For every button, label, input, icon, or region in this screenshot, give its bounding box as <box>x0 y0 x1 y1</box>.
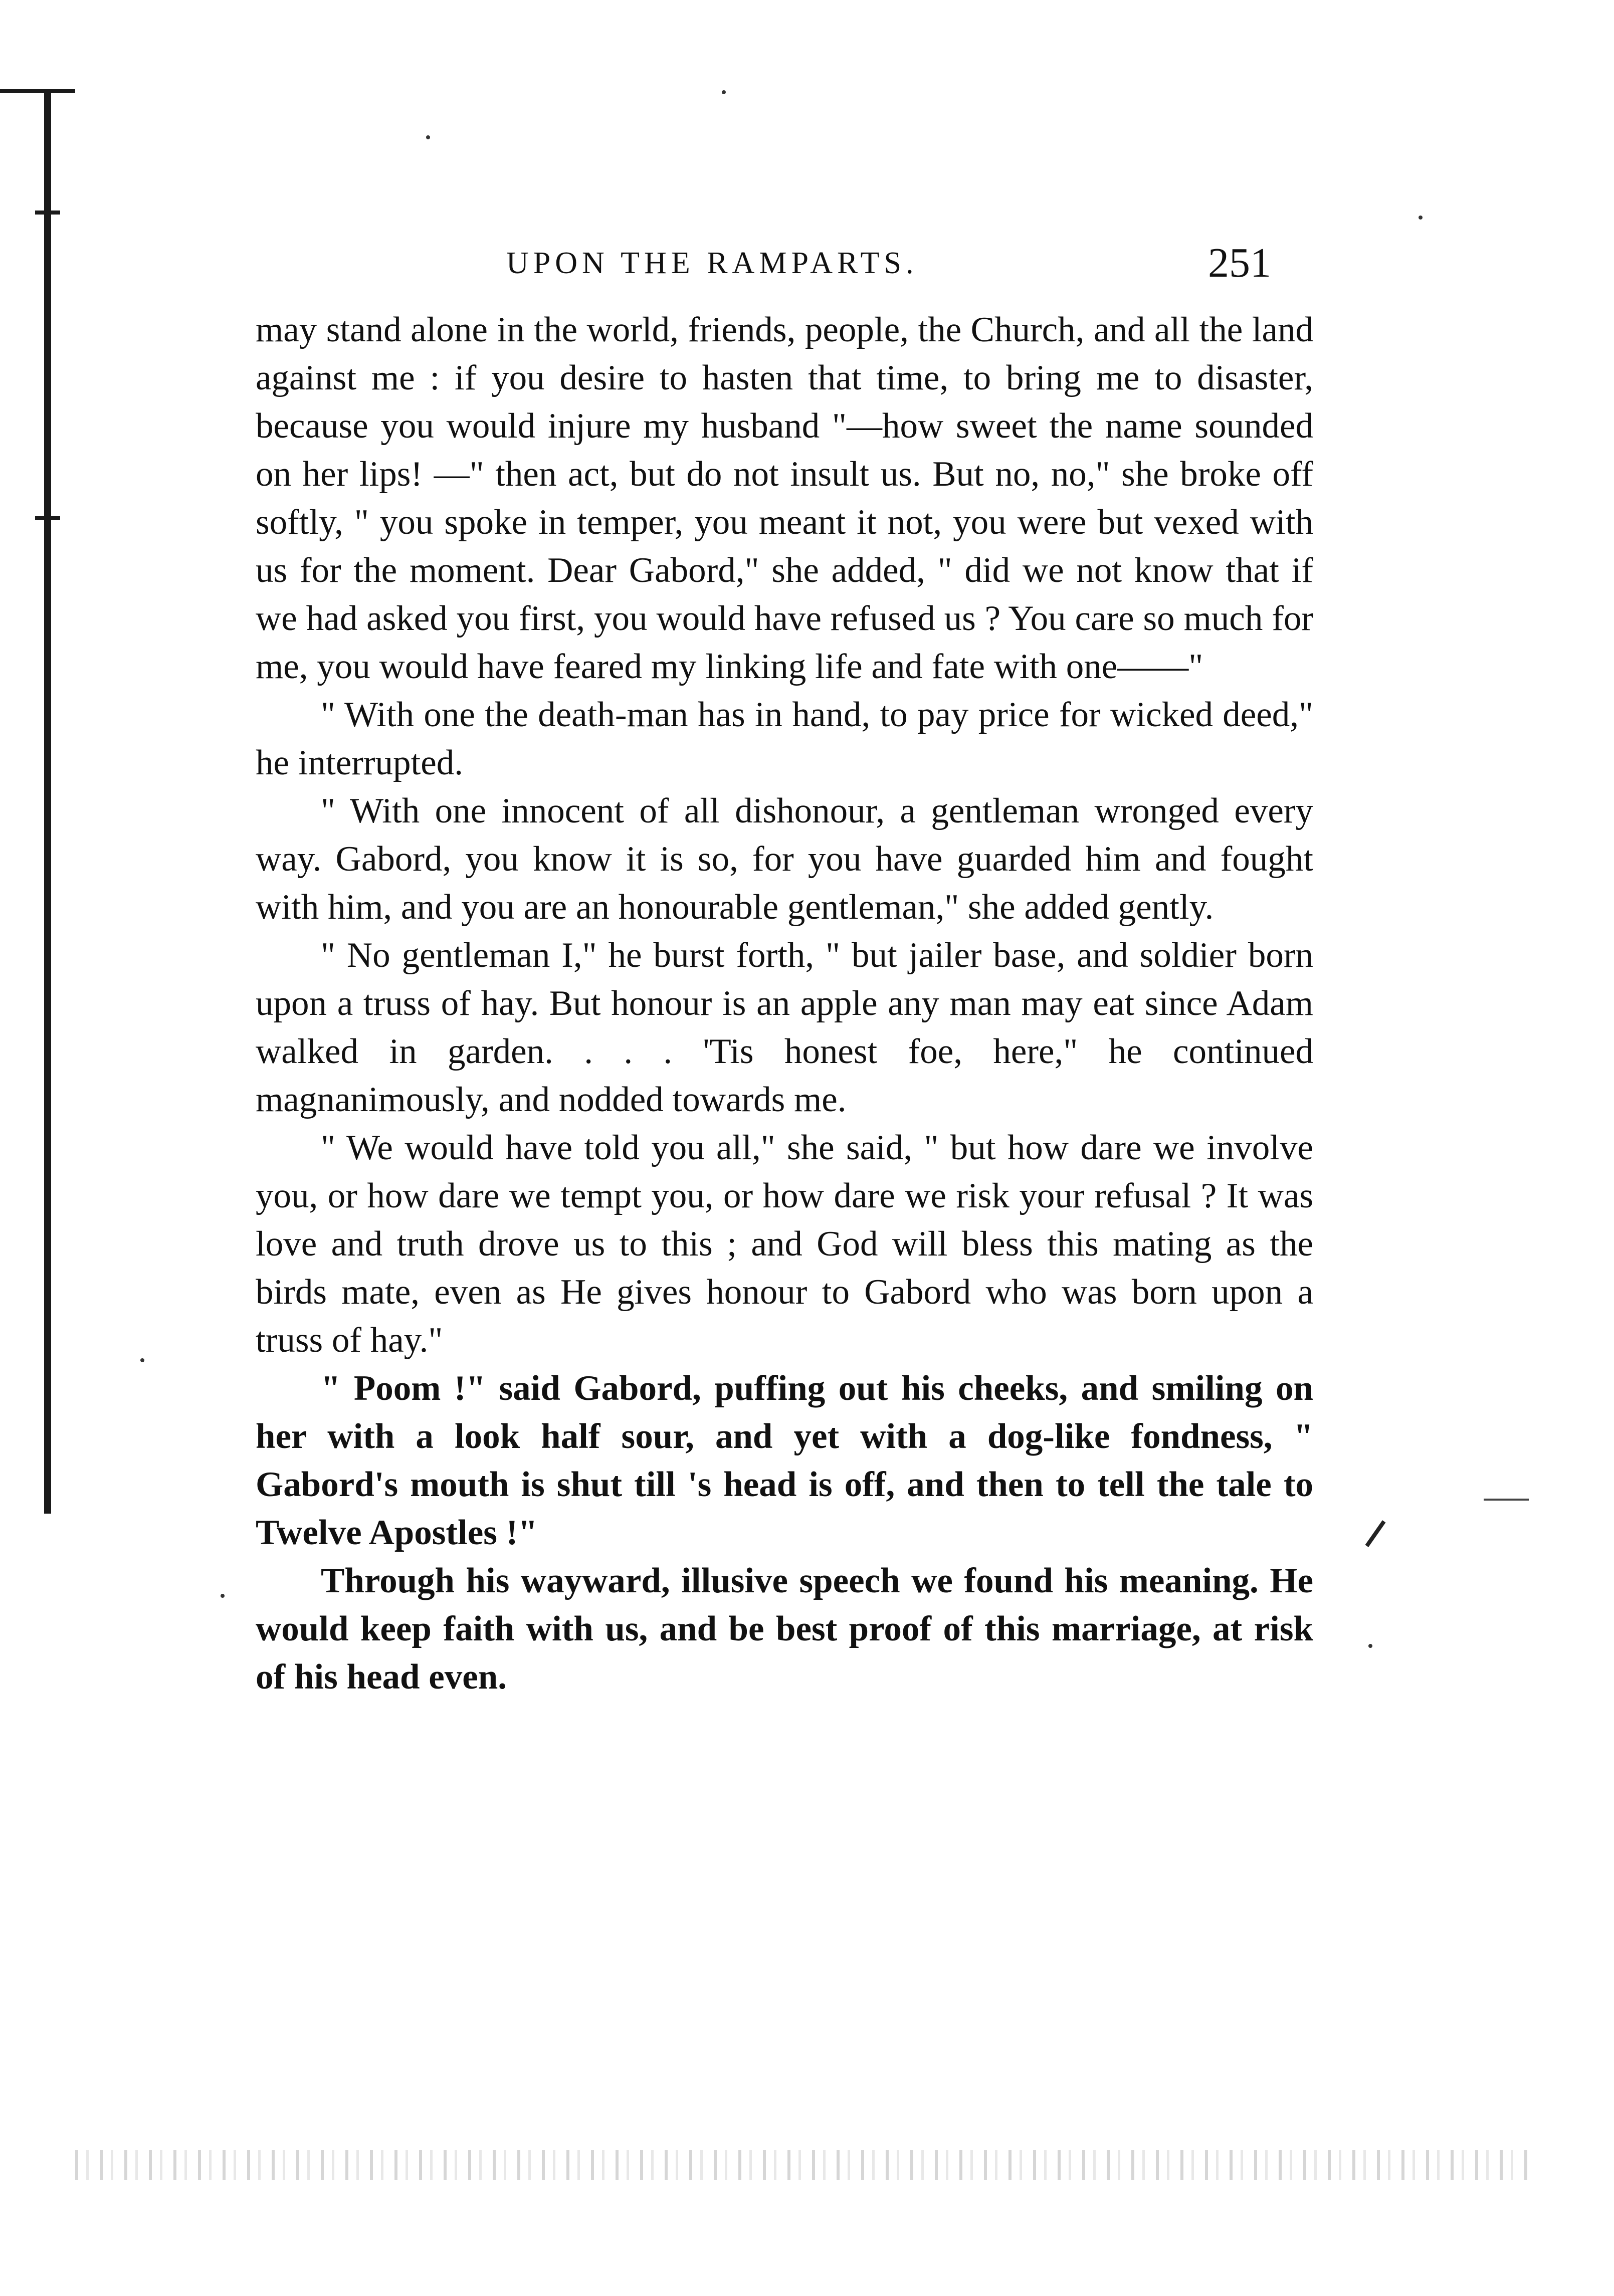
binding-notch <box>35 211 60 215</box>
paragraph: " No gentleman I," he burst forth, " but jailer base, and soldier born upon a truss of hay. But honour is an apple any man may eat since Adam walked in garden. . . . 'Tis honest foe, here," he continued magnanimously, and nodded towards me. <box>256 936 1313 1119</box>
margin-dash <box>1484 1499 1529 1501</box>
ink-speck <box>1368 1644 1372 1648</box>
paragraph: " We would have told you all," she said, " but how dare we involve you, or how dare we tempt you, or how dare we risk your refusal ? It was love and truth drove us to this ; and God will bless this mating as the birds mate, even as He gives honour to Gabord who was born upon a truss of hay." <box>256 1128 1313 1360</box>
paragraph: may stand alone in the world, friends, people, the Church, and all the land against me : if you desire to hasten that time, to bring me to disaster, because you would injure my husband "—how sweet the name sounded on her lips! —" then act, but do not insult us. But no, no," she broke off softly, " you spoke in temper, you meant it not, you were but vexed with us for the moment. Dear Gabord," she added, " did we not know that if we had asked you first, you would have refused us ? You care so much for me, you would have feared my linking life and fate with one——" <box>256 310 1313 686</box>
scan-noise-band <box>75 2150 1529 2180</box>
paragraph: " With one innocent of all dishonour, a gentleman wronged every way. Gabord, you know it is so, for you have guarded him and fought with him, and you are an honourable gentleman," she added gently. <box>256 791 1313 927</box>
ink-speck <box>426 135 430 139</box>
page-number: 251 <box>1208 240 1271 286</box>
margin-mark <box>1365 1520 1386 1547</box>
binding-notch <box>35 516 60 520</box>
binding-top-rule <box>0 89 75 93</box>
running-head <box>0 236 1614 291</box>
paragraph: Through his wayward, illusive speech we found his meaning. He would keep faith with us, and be best proof of this marriage, at risk of his head even. <box>256 1561 1313 1697</box>
body-text <box>256 306 1313 1701</box>
binding-margin-line <box>44 90 51 1514</box>
paragraph: " With one the death-man has in hand, to pay price for wicked deed," he interrupted. <box>256 695 1313 782</box>
ink-speck <box>722 90 726 94</box>
running-title: UPON THE RAMPARTS. <box>506 246 918 280</box>
ink-speck <box>140 1358 144 1362</box>
ink-speck <box>1419 216 1423 220</box>
ink-speck <box>221 1594 225 1598</box>
paragraph: " Poom !" said Gabord, puffing out his cheeks, and smiling on her with a look half sour, and yet with a dog-like fondness, " Gabord's mouth is shut till 's head is off, and then to tell the tale to Twelve Apostles !" <box>256 1369 1313 1552</box>
